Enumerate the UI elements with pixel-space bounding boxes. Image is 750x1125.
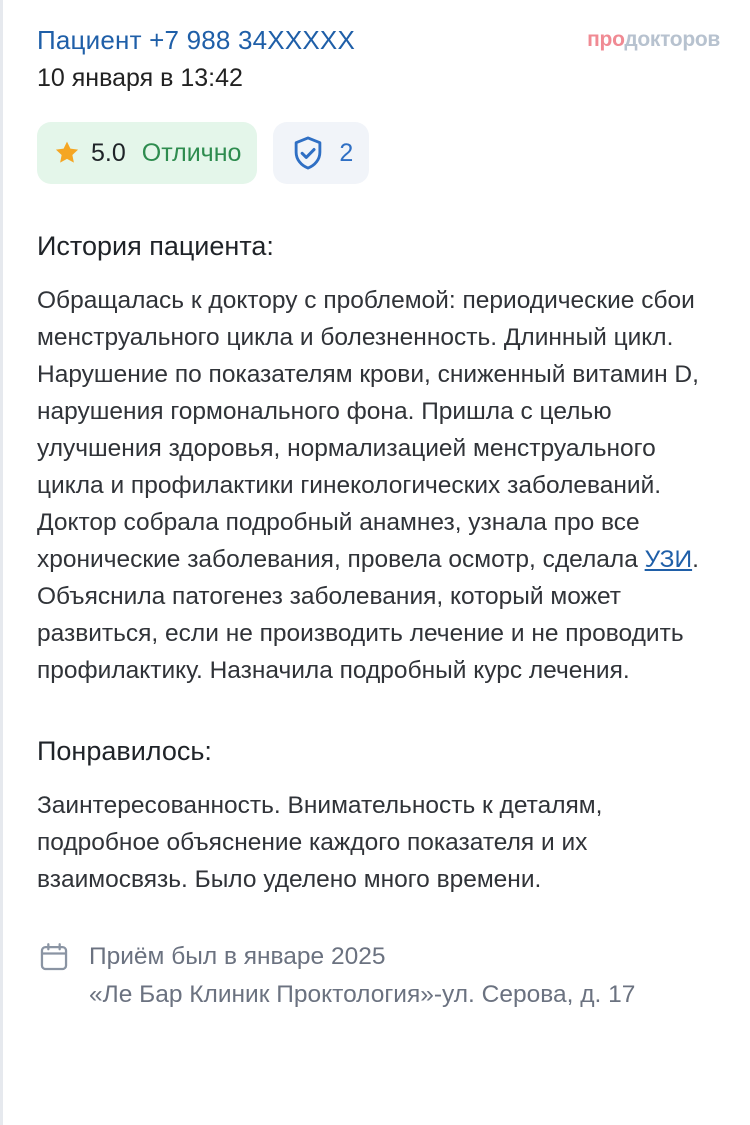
review-author[interactable]: Пациент +7 988 34XXXXX <box>37 25 356 55</box>
prodoctorov-logo[interactable] <box>587 28 720 52</box>
uzi-link[interactable]: УЗИ <box>644 546 693 573</box>
liked-title: Понравилось: <box>37 736 212 766</box>
verified-count: 2 <box>339 138 354 167</box>
visit-date: Приём был в январе 2025 <box>89 943 386 970</box>
visit-clinic[interactable]: «Ле Бар Клиник Проктология»-ул. Серова, д. 17 <box>89 981 636 1008</box>
logo-part-doctors: докторов <box>624 28 720 51</box>
rating-badge <box>37 122 257 184</box>
history-text <box>37 282 728 689</box>
visit-lines <box>89 938 635 1014</box>
review-badges <box>37 122 728 184</box>
rating-value: 5.0 <box>91 138 126 167</box>
calendar-icon <box>37 940 71 974</box>
review-header <box>37 0 728 96</box>
verified-badge[interactable] <box>273 122 369 184</box>
history-title: История пациента: <box>37 231 274 261</box>
star-icon <box>53 139 81 167</box>
rating-label: Отлично <box>141 138 242 167</box>
logo-part-pro: про <box>587 28 625 51</box>
history-text-part2: . Объяснила патогенез заболевания, который может развиться, если не производить лечение и не проводить профилактику. Назначила подробный курс лечения. <box>37 546 699 684</box>
review-date: 10 января в 13:42 <box>37 64 243 92</box>
history-text-part1: Обращалась к доктору с проблемой: периодические сбои менструального цикла и болезненность. Длинный цикл. Нарушение по показателям крови, сниженный витамин D, нарушения гормонального фона. Пришла с целью улучшения здоровья, нормализацией менструального цикла и профилактики гинекологических заболеваний. Доктор собрала подробный анамнез, узнала про все хронические заболевания, провела осмотр, сделала <box>37 287 699 573</box>
liked-text: Заинтересованность. Внимательность к деталям, подробное объяснение каждого показателя и их взаимосвязь. Было уделено много времени. <box>37 792 603 893</box>
visit-info <box>37 938 728 1014</box>
shield-check-icon <box>289 134 327 172</box>
